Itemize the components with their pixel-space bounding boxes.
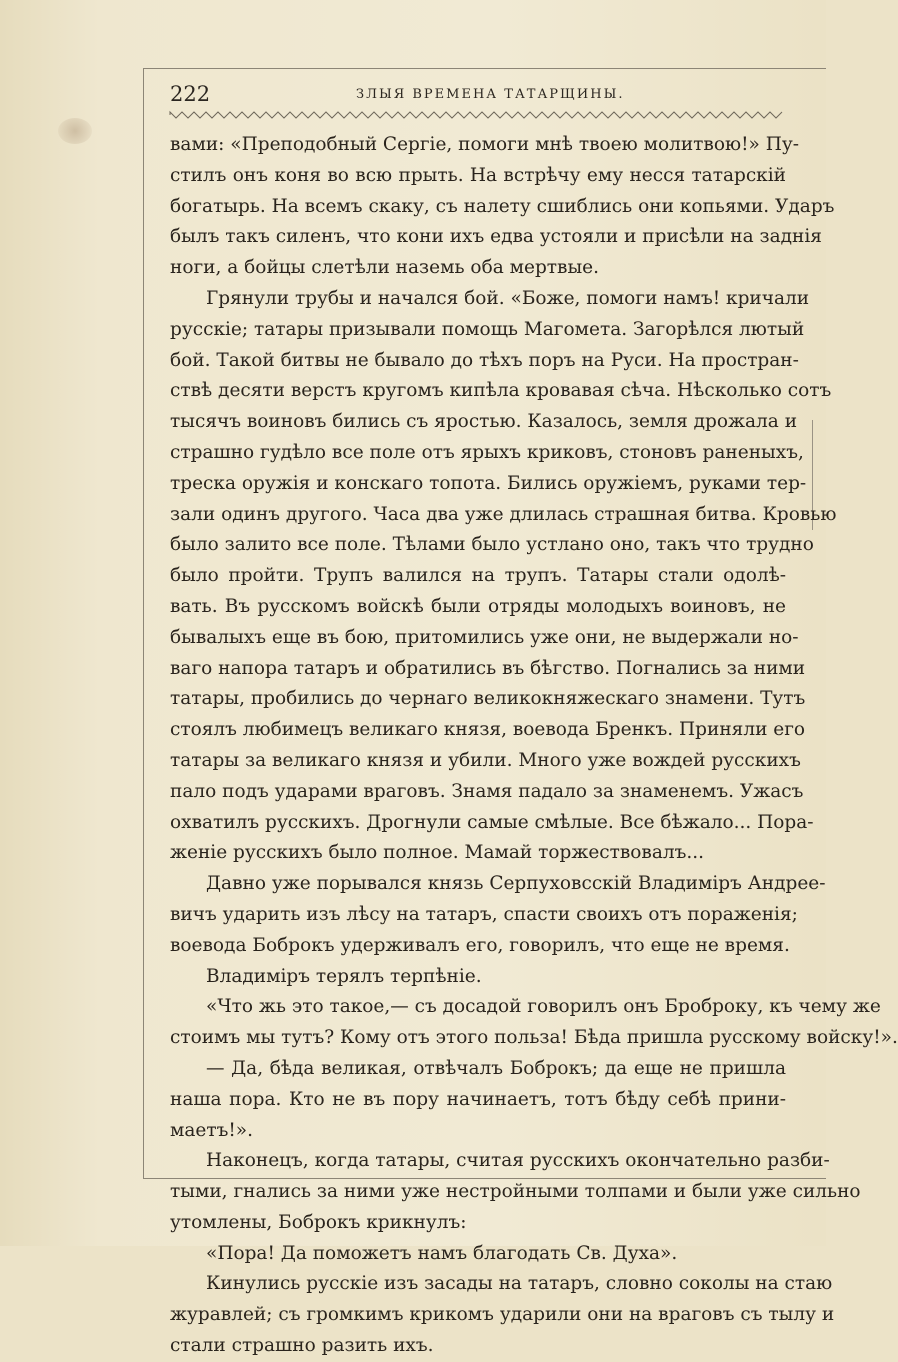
text-line: наша пора. Кто не въ пору начинаетъ, тотъ бѣду себѣ прини- <box>170 1088 786 1110</box>
text-line: было пройти. Трупъ валился на трупъ. Татары стали одолѣ- <box>170 565 786 587</box>
text-line: было залито все поле. Тѣлами было устлано оно, такъ что трудно <box>170 534 814 556</box>
text-line: ноги, а бойцы слетѣли наземь оба мертвые. <box>170 257 599 279</box>
text-line: утомлены, Боброкъ крикнулъ: <box>170 1211 467 1233</box>
text-line: маетъ!». <box>170 1119 254 1141</box>
page-frame-left <box>143 68 144 1178</box>
text-line: Грянули трубы и начался бой. «Боже, помоги намъ! кричали <box>206 287 810 309</box>
text-line: бой. Такой битвы не бывало до тѣхъ поръ на Руси. На простран- <box>170 349 799 371</box>
text-line: вичъ ударить изъ лѣсу на татаръ, спасти своихъ отъ пораженія; <box>170 903 798 925</box>
text-line: стоялъ любимецъ великаго князя, воевода Бренкъ. Приняли его <box>170 719 806 741</box>
text-line: «Что жь это такое,— съ досадой говорилъ онъ Броброку, къ чему же <box>206 996 881 1018</box>
text-line: Кинулись русскіе изъ засады на татаръ, словно соколы на стаю <box>206 1273 833 1295</box>
text-line: охватилъ русскихъ. Дрогнули самые смѣлые. Все бѣжало... Пора- <box>170 811 814 833</box>
text-line: воевода Боброкъ удерживалъ его, говорилъ, что еще не время. <box>170 934 790 956</box>
text-line: Давно уже порывался князь Серпуховсскій Владиміръ Андрее- <box>206 873 826 895</box>
text-line: зали одинъ другого. Часа два уже длилась страшная битва. Кровью <box>170 503 837 525</box>
text-line: вами: «Преподобный Сергіе, помоги мнѣ твоею молитвою!» Пу- <box>170 134 799 155</box>
text-line: вать. Въ русскомъ войскѣ были отряды молодыхъ воиновъ, не <box>170 595 786 617</box>
text-line: ствѣ десяти верстъ кругомъ кипѣла кровавая сѣча. Нѣсколько сотъ <box>170 380 832 402</box>
text-line: страшно гудѣло все поле отъ ярыхъ криковъ, стоновъ раненыхъ, <box>170 441 804 463</box>
text-line: Владиміръ терялъ терпѣніе. <box>206 965 482 987</box>
text-line: ваго напора татаръ и обратились въ бѣгство. Погнались за ними <box>170 657 806 679</box>
text-line: татары за великаго князя и убили. Много уже вождей русскихъ <box>170 749 801 771</box>
text-line: женіе русскихъ было полное. Мамай торжествовалъ... <box>170 842 705 864</box>
text-line: тысячъ воиновъ бились съ яростью. Казалось, земля дрожала и <box>170 411 798 433</box>
text-line: стали страшно разить ихъ. <box>170 1335 434 1357</box>
body-text <box>170 130 898 1362</box>
text-line: стоимъ мы тутъ? Кому отъ этого польза! Бѣда пришла русскому войску!». <box>170 1027 898 1049</box>
text-line: треска оружія и конскаго топота. Бились оружіемъ, руками тер- <box>170 472 807 494</box>
text-line: русскіе; татары призывали помощь Магомета. Загорѣлся лютый <box>170 318 805 340</box>
text-line: стилъ онъ коня во всю прыть. На встрѣчу ему несся татарскій <box>170 164 786 186</box>
text-line: Наконецъ, когда татары, считая русскихъ окончательно разби- <box>206 1150 830 1172</box>
page-header <box>170 82 786 112</box>
text-line: бывалыхъ еще въ бою, притомились уже они, не выдержали но- <box>170 626 799 648</box>
text-line: былъ такъ силенъ, что кони ихъ едва устояли и присѣли на заднія <box>170 226 822 248</box>
running-title: ЗЛЫЯ ВРЕМЕНА ТАТАРЩИНЫ. <box>356 87 625 102</box>
text-line: — Да, бѣда великая, отвѣчалъ Боброкъ; да еще не пришла <box>206 1057 786 1079</box>
text-line: тыми, гнались за ними уже нестройными толпами и были уже сильно <box>170 1181 861 1203</box>
text-line: «Пора! Да поможетъ намъ благодать Св. Духа». <box>206 1242 678 1264</box>
paper-stain <box>58 118 92 144</box>
text-line: татары, пробились до чернаго великокняжескаго знамени. Тутъ <box>170 688 806 710</box>
header-wavy-rule <box>170 110 786 120</box>
text-line: богатырь. На всемъ скаку, съ налету сшиблись они копьями. Ударъ <box>170 195 835 217</box>
text-line: журавлей; съ громкимъ крикомъ ударили они на враговъ съ тылу и <box>170 1304 835 1326</box>
page-number: 222 <box>170 82 211 106</box>
page-frame-top <box>143 68 826 69</box>
text-line: пало подъ ударами враговъ. Знамя падало за знаменемъ. Ужасъ <box>170 780 804 802</box>
